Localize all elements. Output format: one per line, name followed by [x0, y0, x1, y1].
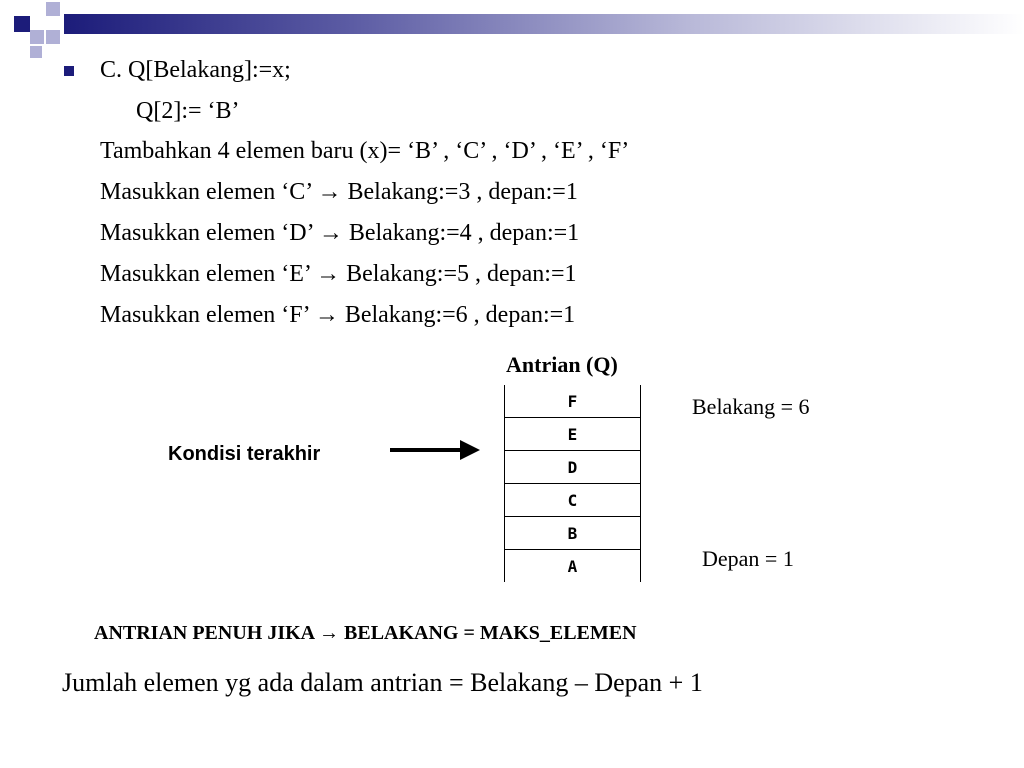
queue-title: Antrian (Q)	[506, 352, 618, 377]
count-formula: Jumlah elemen yg ada dalam antrian = Belakang – Depan + 1	[62, 668, 703, 697]
header-square-light-4	[30, 46, 42, 58]
header-square-light-1	[46, 2, 60, 16]
header-square-light-3	[46, 30, 60, 44]
queue-cell: D	[504, 451, 641, 484]
line-q2-assignment: Q[2]:= ‘B’	[136, 98, 240, 124]
queue-box	[504, 385, 641, 582]
full-condition: ANTRIAN PENUH JIKA → BELAKANG = MAKS_ELEMEN	[94, 622, 637, 644]
front-label: Depan = 1	[702, 546, 794, 571]
line-insert-c: Masukkan elemen ‘C’ → Belakang:=3 , depan:=1	[100, 179, 578, 205]
queue-cell: C	[504, 484, 641, 517]
header-square-dark	[14, 16, 30, 32]
bullet-square	[64, 66, 74, 76]
line-insert-e: Masukkan elemen ‘E’ → Belakang:=5 , depan:=1	[100, 261, 577, 287]
queue-cell: E	[504, 418, 641, 451]
header-gradient-bar	[64, 14, 1024, 34]
arrow-right-icon	[390, 438, 482, 462]
queue-cell: A	[504, 550, 641, 582]
header-square-light-2	[30, 30, 44, 44]
kondisi-label: Kondisi terakhir	[168, 443, 321, 465]
line-add-elements: Tambahkan 4 elemen baru (x)= ‘B’ , ‘C’ , ‘D’ , ‘E’ , ‘F’	[100, 138, 630, 164]
queue-cell: F	[504, 385, 641, 418]
rear-label: Belakang = 6	[692, 394, 810, 419]
line-insert-d: Masukkan elemen ‘D’ → Belakang:=4 , depan:=1	[100, 220, 580, 246]
queue-cell: B	[504, 517, 641, 550]
line-insert-f: Masukkan elemen ‘F’ → Belakang:=6 , depan:=1	[100, 302, 576, 328]
line-c-statement: C. Q[Belakang]:=x;	[100, 57, 291, 83]
